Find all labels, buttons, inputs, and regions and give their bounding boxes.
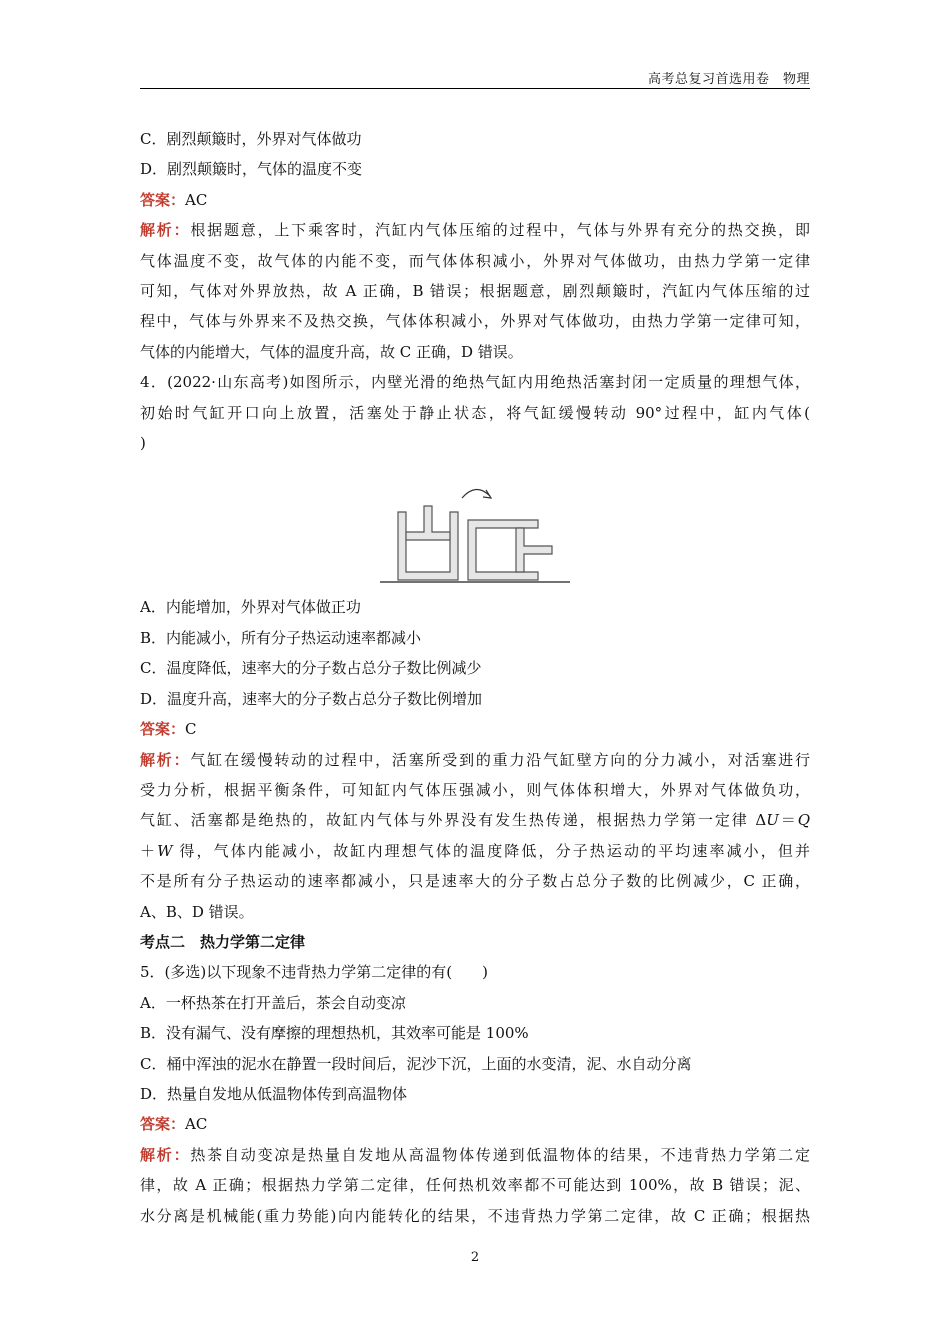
upright-piston — [406, 506, 450, 540]
answer-value: AC — [185, 190, 208, 209]
page-header — [140, 68, 810, 89]
analysis-label: 解析： — [140, 1145, 191, 1164]
q4-analysis-line: A、B、D 错误。 — [140, 902, 254, 921]
q3-analysis-line: 程中，气体与外界来不及热交换，气体体积减小，外界对气体做功，由热力学第一定律可知， — [140, 312, 810, 331]
q4-option: D．温度升高，速率大的分子数占总分子数比例增加 — [140, 689, 483, 708]
q5-option: B．没有漏气、没有摩擦的理想热机，其效率可能是 100% — [140, 1024, 529, 1043]
q3-answer — [140, 185, 810, 215]
q5-stem: 5．(多选)以下现象不违背热力学第二定律的有( ) — [140, 963, 488, 982]
answer-label: 答案： — [140, 1115, 186, 1134]
q5-analysis-line: 水分离是机械能(重力势能)向内能转化的结果，不违背热力学第二定律，故 C 正确；根据热 — [140, 1206, 810, 1225]
q5-analysis-line: 律，故 A 正确；根据热力学第二定律，任何热机效率都不可能达到 100%，故 B 错误；泥、 — [140, 1176, 810, 1195]
q4-analysis-line: ＋W 得，气体内能减小，故缸内理想气体的温度降低，分子热运动的平均速率减小，但并 — [140, 841, 810, 860]
q4-stem-line: ) — [140, 434, 146, 453]
page-number: 2 — [470, 1250, 480, 1265]
q4-analysis-line: 受力分析，根据平衡条件，可知缸内气体压强减小，则气体体积增大，外界对气体做负功， — [140, 780, 810, 799]
page-content — [140, 124, 810, 1231]
q5-option: A．一杯热茶在打开盖后，茶会自动变凉 — [140, 993, 406, 1012]
answer-value: C — [185, 720, 197, 739]
cylinder-figure — [140, 458, 810, 592]
q5-analysis-line: 解析：热茶自动变凉是热量自发地从高温物体传递到低温物体的结果，不违背热力学第二定 — [140, 1145, 810, 1164]
answer-label: 答案： — [140, 720, 186, 739]
rotated-piston — [516, 528, 552, 572]
cylinder-diagram — [380, 462, 570, 588]
header-title: 高考总复习首选用卷 物理 — [647, 72, 810, 87]
q3-option-c: C．剧烈颠簸时，外界对气体做功 — [140, 130, 362, 148]
q4-analysis-line: 不是所有分子热运动的速率都减小，只是速率大的分子数占总分子数的比例减少，C 正确， — [140, 872, 810, 891]
q3-analysis-line: 解析：根据题意，上下乘客时，汽缸内气体压缩的过程中，气体与外界有充分的热交换，即 — [140, 221, 810, 240]
q4-stem-line: 4．(2022·山东高考)如图所示，内壁光滑的绝热气缸内用绝热活塞封闭一定质量的理想气体， — [140, 373, 810, 392]
analysis-label: 解析： — [140, 750, 191, 769]
q3-analysis-line: 可知，气体对外界放热，故 A 正确，B 错误；根据题意，剧烈颠簸时，汽缸内气体压缩的过 — [140, 282, 810, 301]
q3-analysis-line: 气体温度不变，故气体的内能不变，而气体体积减小，外界对气体做功，由热力学第一定律 — [140, 251, 810, 270]
section-title: 考点二 热力学第二定律 — [140, 932, 306, 951]
q5-answer — [140, 1109, 810, 1139]
q4-analysis-line: 气缸、活塞都是绝热的，故缸内气体与外界没有发生热传递，根据热力学第一定律 ΔU＝Q — [140, 811, 810, 830]
q4-stem-line: 初始时气缸开口向上放置，活塞处于静止状态，将气缸缓慢转动 90°过程中，缸内气体( — [140, 403, 810, 422]
answer-label: 答案： — [140, 190, 186, 209]
q3-analysis-line: 气体的内能增大，气体的温度升高，故 C 正确，D 错误。 — [140, 342, 523, 361]
q5-option: C．桶中浑浊的泥水在静置一段时间后，泥沙下沉，上面的水变清，泥、水自动分离 — [140, 1054, 692, 1073]
q4-answer — [140, 714, 810, 744]
q3-option-d: D．剧烈颠簸时，气体的温度不变 — [140, 160, 363, 179]
q5-option: D．热量自发地从低温物体传到高温物体 — [140, 1084, 408, 1103]
q4-option: A．内能增加，外界对气体做正功 — [140, 598, 361, 617]
answer-value: AC — [185, 1115, 208, 1134]
q4-option: C．温度降低，速率大的分子数占总分子数比例减少 — [140, 659, 482, 678]
analysis-label: 解析： — [140, 221, 191, 240]
q4-option: B．内能减小，所有分子热运动速率都减小 — [140, 628, 422, 647]
q4-analysis-line: 解析：气缸在缓慢转动的过程中，活塞所受到的重力沿气缸壁方向的分力减小，对活塞进行 — [140, 750, 810, 769]
